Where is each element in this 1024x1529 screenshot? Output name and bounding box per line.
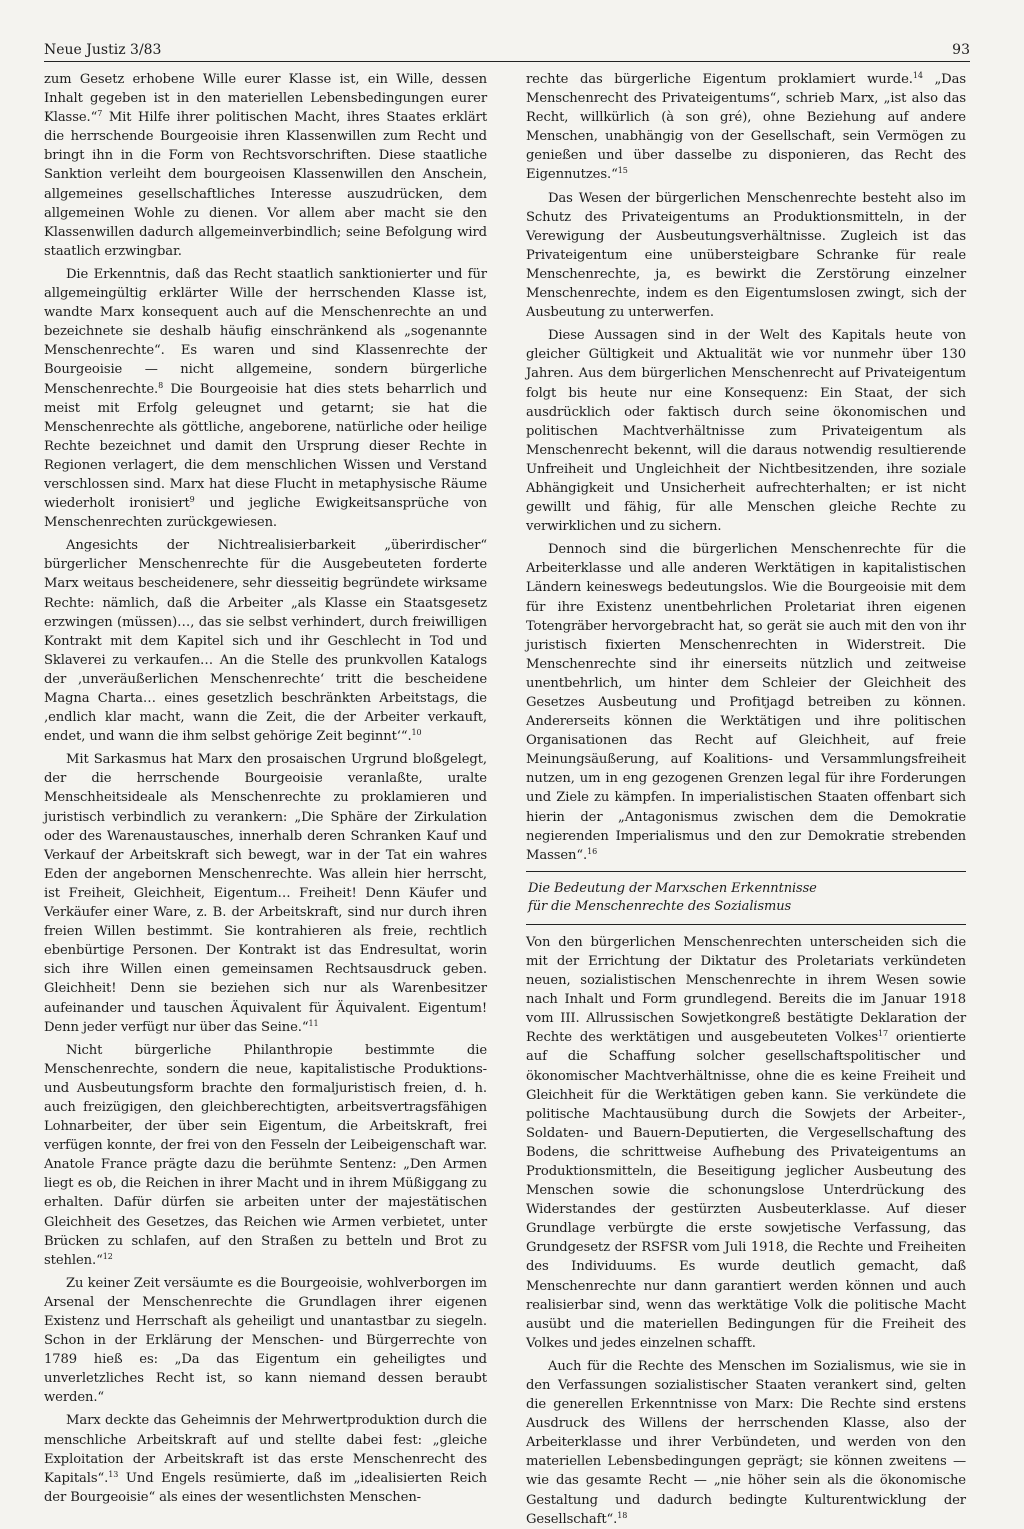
paragraph: Das Wesen der bürgerlichen Menschenrechte besteht also im Schutz des Privateigentums an Produktionsmitteln, in der Verewigung der Ausbeutungsverhältnisse. Zugleich ist das Privateigentum eine unübersteigbare Schranke für reale Menschenrechte, ja, es bewirkt die Zerstörung einzelner Menschenrechte, indem es den Eigentumslosen zwingt, sich der Ausbeutung zu unterwerfen. — [526, 190, 966, 321]
journal-title: Neue Justiz 3/83 — [44, 42, 162, 58]
paragraph: Die Erkenntnis, daß das Recht staatlich sanktionierter und für allgemeingültig erklärter Wille der herrschenden Klasse ist, wandte Marx konsequent auch auf die Menschenrechte an und bezeichnete sie deshalb häufig einschränkend als „sogenannte Menschenrechte“. Es waren und sind Klassenrechte der Bourgeoisie — nicht allgemeine, sondern bürgerliche Menschenrechte.$^8$ Die Bourgeoisie hat dies stets beharrlich und meist mit Erfolg geleugnet und getarnt; sie hat die Menschenrechte als göttliche, angeborene, natürliche oder heilige Rechte bezeichnet und damit den Ursprung dieser Rechte in Regionen verlagert, die dem menschlichen Wissen und Verstand verschlossen sind. Marx hat diese Flucht in metaphysische Räume wiederholt ironisiert$^9$ und jegliche Ewigkeitsansprüche von Menschenrechten zurückgewiesen. — [44, 266, 487, 531]
footnote-ref: 18 — [617, 1510, 628, 1520]
footnote-ref: 9 — [189, 495, 195, 505]
paragraph: Nicht bürgerliche Philanthropie bestimmte die Menschenrechte, sondern die neue, kapitalistische Produktions- und Ausbeutungsform brachte den formaljuristisch freien, d. h. auch freizügigen, den gleichberechtigten, arbeitsvertragsfähigen Lohnarbeiter, der über sein Eigentum, die Arbeitskraft, frei verfügen konnte, der frei von den Fesseln der Leibeigenschaft war. Anatole France prägte dazu die berühmte Sentenz: „Den Armen liegt es ob, die Reichen in ihrer Macht und in ihrem Müßiggang zu erhalten. Dafür dürfen sie arbeiten unter der majestätischen Gleichheit des Gesetzes, das Reichen wie Armen verbietet, unter Brücken zu schlafen, auf den Straßen zu betteln und Brot zu stehlen.“$^{12}$ — [44, 1042, 487, 1268]
footnote-ref: 11 — [308, 1018, 319, 1028]
paragraph: Dennoch sind die bürgerlichen Menschenrechte für die Arbeiterklasse und alle anderen Werktätigen in kapitalistischen Ländern keineswegs bedeutungslos. Wie die Bourgeoisie mit dem für ihre Existenz unentbehrlichen Proletariat ihren eigenen Totengräber hervorgebracht hat, so gerät sie auch mit den von ihr juristisch fixierten Menschenrechten in Widerstreit. Die Menschenrechte sind ihr einerseits nützlich und zeitweise unentbehrlich, um hinter dem Schleier der Gleichheit des Gesetzes Ausbeutung und Profitjagd betreiben zu können. Andererseits können die Werktätigen und ihre politischen Organisationen das Recht auf Gleichheit, auf freie Meinungsäußerung, auf Koalitions- und Versammlungsfreiheit nutzen, um in eng gezogenen Grenzen legal für ihre Forderungen und Ziele zu kämpfen. In imperialistischen Staaten offenbart sich hierin der „Antagonismus zwischen dem die Demokratie negierenden Imperialismus und den zur Demokratie strebenden Massen“.$^{16}$ — [526, 542, 966, 863]
footnote-ref: 16 — [587, 846, 598, 856]
page-number: 93 — [952, 42, 970, 58]
paragraph: Diese Aussagen sind in der Welt des Kapitals heute von gleicher Gültigkeit und Aktualität wie vor nunmehr über 130 Jahren. Aus dem bürgerlichen Menschenrecht auf Privateigentum folgt bis heute nur eine Konsequenz: Ein Staat, der sich ausdrücklich oder faktisch durch seine ökonomischen und politischen Machtverhältnisse zum Privateigentum als Menschenrecht bekennt, will die daraus notwendig resultierende Unfreiheit und Ungleichheit der Nichtbesitzenden, ihre soziale Abhängigkeit und Unsicherheit aufrechterhalten; er ist nicht gewillt und fähig, für alle Menschen gleiche Rechte zu verwirklichen und zu sichern. — [526, 328, 966, 535]
section-heading-line: Die Bedeutung der Marxschen Erkenntnisse — [528, 880, 817, 896]
paragraph: rechte das bürgerliche Eigentum proklamiert wurde.$^{14}$ „Das Menschenrecht des Privateigentums“, schrieb Marx, „ist also das Recht, willkürlich (à son gré), ohne Beziehung auf andere Menschen, unabhängig von der Gesellschaft, sein Vermögen zu genießen und über dasselbe zu disponieren, das Recht des Eigennutzes.“$^{15}$ — [526, 71, 966, 183]
footnote-ref: 17 — [877, 1029, 888, 1039]
footnote-ref: 12 — [102, 1251, 113, 1261]
footnote-ref: 8 — [158, 380, 164, 390]
page-header — [44, 32, 970, 58]
paragraph: Mit Sarkasmus hat Marx den prosaischen Urgrund bloßgelegt, der die herrschende Bourgeoisie veranlaßte, uralte Menschheitsideale als Menschenrechte zu proklamieren und juristisch verbindlich zu verankern: „Die Sphäre der Zirkulation oder des Warenaustausches, innerhalb deren Schranken Kauf und Verkauf der Arbeitskraft sich bewegt, war in der Tat ein wahres Eden der angebornen Menschenrechte. Was allein hier herrscht, ist Freiheit, Gleichheit, Eigentum… Freiheit! Denn Käufer und Verkäufer einer Ware, z. B. der Arbeitskraft, sind nur durch ihren freien Willen bestimmt. Sie kontrahieren als freie, rechtlich ebenbürtige Personen. Der Kontrakt ist das Endresultat, worin sich ihre Willen einen gemeinsamen Rechtsausdruck geben. Gleichheit! Denn sie beziehen sich nur als Warenbesitzer aufeinander und tauschen Äquivalent für Äquivalent. Eigentum! Denn jeder verfügt nur über das Seine.“$^{11}$ — [44, 752, 487, 1035]
footnote-ref: 10 — [411, 728, 422, 738]
footnote-ref: 14 — [912, 71, 923, 80]
right-column — [526, 70, 966, 1529]
paragraph: Angesichts der Nichtrealisierbarkeit „überirdischer“ bürgerlicher Menschenrechte für die Ausgebeuteten forderte Marx weitaus bescheidenere, sehr diesseitig begründete wirksame Rechte: nämlich, daß die Arbeiter „als Klasse ein Staatsgesetz erzwingen (müssen)…, das sie selbst verhindert, durch freiwilligen Kontrakt mit dem Kapitel sich und ihr Geschlecht in Tod und Sklaverei zu verkaufen… An die Stelle des prunkvollen Katalogs der ‚unveräußerlichen Menschenrechte‘ tritt die bescheidene Magna Charta… eines gesetzlich beschränkten Arbeitstags, die ‚endlich klar macht, wann die Zeit, die der Arbeiter verkauft, endet, und wann die ihm selbst gehörige Zeit beginnt‘“.$^{10}$ — [44, 538, 487, 745]
left-column — [44, 70, 487, 1507]
paragraph: Zu keiner Zeit versäumte es die Bourgeoisie, wohlverborgen im Arsenal der Menschenrechte die Grundlagen ihrer eigenen Existenz und Herrschaft als geheiligt und unantastbar zu siegeln. Schon in der Erklärung der Menschen- und Bürgerrechte von 1789 hieß es: „Da das Eigentum ein geheiligtes und unverletzliches Recht ist, so kann niemand dessen beraubt werden.“ — [44, 1275, 487, 1406]
section-heading — [526, 871, 966, 925]
header-rule — [44, 61, 970, 62]
footnote-ref: 7 — [97, 109, 103, 119]
footnote-ref: 15 — [617, 166, 628, 176]
section-heading-line: für die Menschenrechte des Sozialismus — [528, 898, 792, 914]
paragraph: Auch für die Rechte des Menschen im Sozialismus, wie sie in den Verfassungen sozialistischer Staaten verankert sind, gelten die generellen Erkenntnisse von Marx: Die Rechte sind erstens Ausdruck des Willens der herrschenden Klasse, also der Arbeiterklasse und ihrer Verbündeten, und werden von den materiellen Lebensbedingungen geprägt; sie können zweitens — wie das gesamte Recht — „nie höher sein als die ökonomische Gestaltung und dadurch bedingte Kulturentwicklung der Gesellschaft“.$^{18}$ — [526, 1358, 966, 1527]
paragraph: Von den bürgerlichen Menschenrechten unterscheiden sich die mit der Errichtung der Diktatur des Proletariats verkündeten neuen, sozialistischen Menschenrechte in ihrem Wesen sowie nach Inhalt und Form grundlegend. Bereits die im Januar 1918 vom III. Allrussischen Sowjetkongreß bestätigte Deklaration der Rechte des werktätigen und ausgebeuteten Volkes$^{17}$ orientierte auf die Schaffung solcher gesellschaftspolitischer und ökonomischer Machtverhältnisse, ohne die es keine Freiheit und Gleichheit für die Werktätigen geben kann. Sie verkündete die politische Machtausübung durch die Sowjets der Arbeiter-, Soldaten- und Bauern-Deputierten, die Vergesellschaftung des Bodens, die schrittweise Aufhebung des Privateigentums an Produktionsmitteln, die Beseitigung jeglicher Ausbeutung des Menschen sowie die schonungslose Unterdrückung des Widerstandes der gestürzten Ausbeuterklasse. Auf dieser Grundlage verbürgte die erste sowjetische Verfassung, das Grundgesetz der RSFSR vom Juli 1918, die Rechte und Freiheiten des Individuums. Es wurde deutlich gemacht, daß Menschenrechte nur dann garantiert werden können und auch realisierbar sind, wenn das werktätige Volk die politische Macht ausübt und die materiellen Bedingungen für die Freiheit des Volkes und jedes einzelnen schafft. — [526, 934, 966, 1351]
paragraph: zum Gesetz erhobene Wille eurer Klasse ist, ein Wille, dessen Inhalt gegeben ist in den materiellen Lebensbedingungen eurer Klasse.“$^7$ Mit Hilfe ihrer politischen Macht, ihres Staates erklärt die herrschende Bourgeoisie ihren Klassenwillen zum Recht und bringt ihn in die Form von Rechtsvorschriften. Diese staatliche Sanktion verleiht dem bourgeoisen Klassenwillen den Anschein, allgemeines gesellschaftliches Interesse auszudrücken, dem allgemeinen Wohle zu dienen. Vor allem aber macht sie den Klassenwillen dadurch allgemeinverbindlich; seine Befolgung wird staatlich erzwingbar. — [44, 72, 487, 259]
footnote-ref: 13 — [108, 1469, 119, 1479]
paragraph: Marx deckte das Geheimnis der Mehrwertproduktion durch die menschliche Arbeitskraft auf und stellte dabei fest: „gleiche Exploitation der Arbeitskraft ist das erste Menschenrecht des Kapitals“.$^{13}$ Und Engels resümierte, daß im „idealisierten Reich der Bourgeoisie“ als eines der wesentlichsten Menschen- — [44, 1413, 487, 1505]
